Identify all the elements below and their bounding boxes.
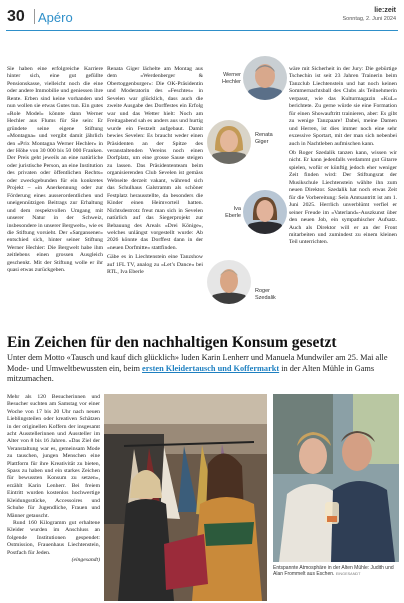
avatar bbox=[243, 190, 287, 234]
article1-paragraph: Gäbe es in Liechtenstein eine Tanzshow auf 1FL TV, analog zu «Let’s Dance» bei RTL, Iva Eberle bbox=[107, 254, 203, 276]
portrait-label-line: Renata bbox=[255, 132, 273, 138]
article2-body bbox=[7, 394, 100, 564]
caption-credit: EINGESANDT bbox=[335, 572, 361, 577]
article1-column-1 bbox=[7, 66, 103, 275]
portrait-label bbox=[255, 288, 276, 302]
newspaper-brand: lie:zeit bbox=[374, 7, 396, 14]
article1-column-2 bbox=[107, 66, 203, 277]
article1-paragraph: Sie haben eine erfolgreiche Karriere hinter sich, eine gut gefüllte Pensionskasse, vielleicht noch die eine oder andere Immobilie und geniessen ihre Rente. Erben sind keine vorhanden und nun wollen sie etwas Gutes tun. Ein gutes «Role Model» könnte dann Werner Hechler aus Flums für Sie sein: Er gründete seine eigene Stiftung «Montagna» und vergibt damit jährlich den «Prix Montagna Werner Hechler» in der Höhe von 30 000 bis 50 000 Franken. Der Preis geht jeweils an eine natürliche oder juristische Person, an eine Institution des privaten oder öffentlichen Rechts» oder zweckgebunden für ein konkretes Projekt – «in Anerkennung oder zur Förderung eines ausserordentlichen und uneigennützigen Beitrags zur Erhaltung und dem respektvollen Umgang mit unserer Natur in der Schweiz, insbesondere in unserer Bergwelt», wie es die Stiftung vorsieht. Der «Sargansener» entschied sich, hinter seiner Stiftung Werner Hechler: Die Bergwelt habe ihm zeitlebens einen grossen Ausgleich geschenkt. Mit der Stiftung wolle er ihr quasi etwas zurückgeben. bbox=[7, 66, 103, 274]
page-number: 30 bbox=[7, 8, 25, 25]
lead-text: in der Alten Mühle in Gams mitzumachen. bbox=[7, 363, 375, 383]
article2-signature: (eingesandt) bbox=[71, 556, 100, 563]
article2-lead bbox=[7, 353, 399, 385]
article1-column-3 bbox=[289, 66, 397, 247]
article2-headline: Ein Zeichen für den nachhaltigen Konsum gesetzt bbox=[7, 334, 337, 351]
header-rule bbox=[6, 30, 398, 31]
article1-paragraph: Ob Roger Szedalik tanzen kann, wissen wir nicht. Er kann jedenfalls verdammt gut Gitarre spielen, wofür er künftig jedoch eher weniger Zeit finden wird: Der Stiftungsrat der Musikschule Liechtenstein wählte ihn zum neuen Direktor. Szedalik hat noch etwas Zeit für die Vorbereitung: Sein Amtsantritt ist am 1. Juni 2025. Herrlich unverblümt verfiel er seiner Freude im «Vaterland»-Auszkunst über den neuen Job, ein sympathischer Aufsatz. Auch als Direktor will er an der Front mitarbeiten und zumindest zu einem kleinen Teil unterrichten. bbox=[289, 149, 397, 246]
portrait-label-line: Roger bbox=[255, 288, 270, 294]
portrait-label-line: Hechler bbox=[222, 79, 241, 85]
lead-text: Unter dem Motto «Tausch und kauf dich glücklich» luden Karin Lenherr und Manuela Mundwiler am 25. Mai alle Mode- und Umweltbewussten ein, beim bbox=[7, 353, 388, 373]
avatar bbox=[207, 260, 251, 304]
header-divider bbox=[34, 9, 35, 24]
portrait-label bbox=[255, 132, 273, 146]
portrait-label bbox=[209, 72, 241, 86]
photo-caption bbox=[273, 565, 399, 578]
article2-paragraph: Rund 160 Kilogramm gut erhaltene Kleider wurden im Anschluss an folgende Institutionen gespendet: Ostmission, Frauenhaus Liechtenstein, Postfach für Jeden. bbox=[7, 519, 100, 556]
portrait-label bbox=[209, 206, 241, 220]
avatar bbox=[207, 120, 251, 164]
photo-clothes-swap bbox=[104, 394, 267, 601]
portrait-label-line: Iva bbox=[233, 206, 241, 212]
portrait-werner-hechler bbox=[205, 54, 289, 114]
portrait-label-line: Werner bbox=[223, 72, 241, 78]
portrait-label-line: Giger bbox=[255, 139, 269, 145]
article1-paragraph: wäre mit Sicherheit in der Jury: Die gebürtige Tschechin ist seit 23 Jahren Trainerin beim Tanzclub Liechtenstein und hat noch keinen Sommernachtsball des Clubs als Teilnehmerin verpasst, wie das Kulturmagazin «KuL» berichtete. Zu gerne würde sie eine Formation für einen Showauftritt trainieren, aber: Es gibt zu wenige Tanzpaare! Dabei, meine Damen und Herren, ist dies immer noch eine sehr exzessive Sportart, mit der man sich nebenbei auch in Nachtleben aufmischen kann. bbox=[289, 66, 397, 147]
caption-text: Entspannte Atmosphäre in der Alten Mühle: Judith und Alan Frommelt aus Eschen. bbox=[273, 565, 394, 578]
lead-link[interactable]: ersten Kleidertausch und Koffermarkt bbox=[142, 363, 280, 373]
portrait-renata-giger bbox=[205, 118, 289, 178]
publication-date: Sonntag, 2. Juni 2024 bbox=[342, 16, 396, 22]
page-header bbox=[0, 0, 404, 30]
portrait-label-line: Eberle bbox=[225, 213, 241, 219]
portrait-iva-eberle bbox=[205, 188, 289, 248]
avatar bbox=[243, 56, 287, 100]
section-title: Apéro bbox=[38, 10, 73, 25]
article2-paragraph: Mehr als 120 Besucherinnen und Besucher suchten am Samstag vor einer Woche von 17 bis 20 Uhr nach neuen Lieblingsteilen oder kreativen Schätzen in der originellen Koffern der insgesamt acht Ausstellerinnen und Aussteller im Alter von 8 bis 16 Jahren. «Das Ziel der Veranstaltung war es, gemeinsam Mode zu tauschen, jungen Menschen eine Plattform für ihre Kreativität zu bieten, Spass zu haben und ein starkes Zeichen für bewussten Konsum zu setzen», erzählt Karin Lenherr. Bei freiem Eintritt wurden kostenlos hochwertige Kleidungsstücke, Accessoires und Schuhe für Jugendliche, Frauen und Männer getauscht. bbox=[7, 394, 100, 519]
article1-paragraph: Renata Giger lächelte am Montag aus dem «Werdenberger & Obertoggenburger»: Die OK-Präsidentin und Moderatorin des «Feschtes» in Sevelen war glücklich, dass auch die zweite Ausgabe des Dorffestes ein Erfolg war und das Wetter hielt: Noch am Freitagabend sah es anders aus und hurtig wurde ein Festzelt aufgebaut. Damit bewies Sevelen: Es braucht weder einen Präsidenten an der Spitze des veranstaltenden Vereins noch einen Dorfplatz, um eine grosse Sause steigen zu lassen. Das Präsidententeam beim organisierenden Club Sevelen ist gemäss Webseite derzeit vakant, während sich das Schulhaus Galstramm als schöner Festplatz herausstellte, da besonders die Kinder einen Heimvorteil hatten. Nichtsdestrotz freut man sich in Sevelen natürlich auf das Siegerprojekt zur Bebauung des Areals «Drei Könige», welches unlängst vorgestellt wurde: Ab 2026 könnte das Dorffest dann in der «neuen Dorfmitte» stattfinden. bbox=[107, 66, 203, 251]
portrait-label-line: Szedalik bbox=[255, 295, 276, 301]
person-portraits bbox=[205, 54, 289, 324]
photo-judith-alan-frommelt bbox=[273, 394, 399, 562]
portrait-roger-szedalik bbox=[205, 258, 289, 318]
